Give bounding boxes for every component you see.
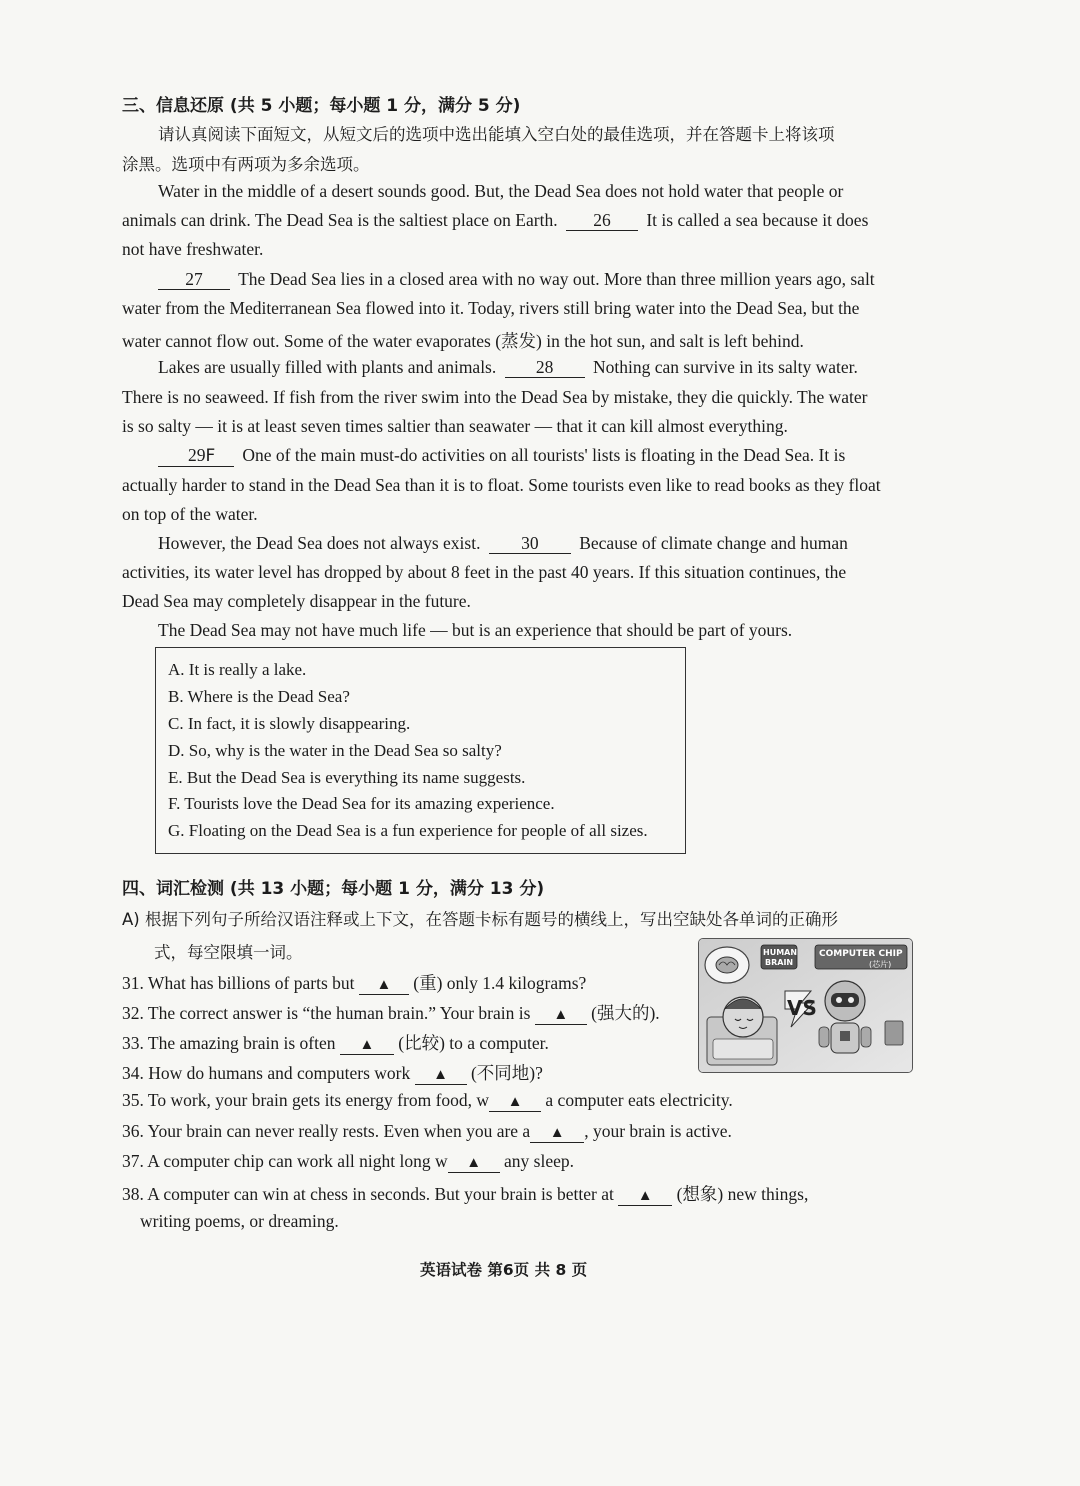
question-35: [122, 1090, 733, 1112]
q38-text-a: 38. A computer can win at chess in seconds. But your brain is better at: [122, 1184, 614, 1204]
option-b: B. Where is the Dead Sea?: [168, 687, 350, 706]
blank-27: 27: [158, 270, 230, 290]
handwritten-answer-29: F: [205, 446, 216, 466]
option-a: A. It is really a lake.: [168, 660, 307, 679]
q35-text-a: 35. To work, your brain gets its energy from food, w: [122, 1090, 490, 1110]
blank-30: 30: [489, 534, 571, 554]
question-38: [122, 1181, 808, 1206]
q36-text-a: 36. Your brain can never really rests. Even when you are a: [122, 1121, 531, 1141]
q35-blank: ▲: [489, 1094, 541, 1112]
p2-line3: water cannot flow out. Some of the water evaporates (蒸发) in the hot sun, and salt is left behind.: [122, 331, 804, 351]
section4-instruction-2: 式，每空限填一词。: [154, 943, 303, 962]
illustration-drawing: [699, 939, 912, 1072]
q38-text-b: (想象) new things,: [676, 1184, 809, 1204]
q32-text-b: (强大的).: [591, 1003, 660, 1023]
option-e: E. But the Dead Sea is everything its name suggests.: [168, 768, 526, 787]
p1-line2: [122, 210, 868, 231]
brain-icon: [705, 947, 749, 983]
q34-text-a: 34. How do humans and computers work: [122, 1063, 411, 1083]
question-38-continued: writing poems, or dreaming.: [140, 1211, 339, 1231]
p2-line2: water from the Mediterranean Sea flowed into it. Today, rivers still bring water into the Dead Sea, but the: [122, 298, 860, 318]
brain-vs-chip-illustration: [698, 938, 913, 1073]
p5-line1-text-a: However, the Dead Sea does not always exist.: [158, 533, 481, 553]
option-c: C. In fact, it is slowly disappearing.: [168, 714, 411, 733]
p5-line3: Dead Sea may completely disappear in the future.: [122, 591, 471, 611]
q35-text-b: a computer eats electricity.: [545, 1090, 733, 1110]
section3-title: 三、信息还原 (共 5 小题；每小题 1 分，满分 5 分): [122, 96, 521, 116]
q33-text-a: 33. The amazing brain is often: [122, 1033, 336, 1053]
chip-label: COMPUTER CHIP: [819, 949, 903, 959]
p3-line3: is so salty — it is at least seven times saltier than seawater — that it can kill almost everything.: [122, 416, 788, 436]
q37-text-b: any sleep.: [504, 1151, 574, 1171]
p4-line2: actually harder to stand in the Dead Sea than it is to float. Some tourists even like to read books as they float: [122, 475, 881, 495]
section3-instruction-1: 请认真阅读下面短文，从短文后的选项中选出能填入空白处的最佳选项，并在答题卡上将该项: [158, 125, 835, 144]
p5-line1-text-b: Because of climate change and human: [579, 533, 848, 553]
blank-28: 28: [505, 358, 585, 378]
p1-line1: Water in the middle of a desert sounds good. But, the Dead Sea does not hold water that people or: [158, 181, 844, 201]
q36-blank: ▲: [530, 1125, 584, 1143]
p1-line2-text-b: It is called a sea because it does: [646, 210, 869, 230]
q31-text-b: (重) only 1.4 kilograms?: [413, 973, 587, 993]
p3-line1-text-b: Nothing can survive in its salty water.: [593, 357, 858, 377]
human-label-1: HUMAN: [763, 948, 798, 957]
blank-29-number: 29: [188, 445, 206, 465]
section4-instruction-1: A) 根据下列句子所给汉语注释或上下文，在答题卡标有题号的横线上，写出空缺处各单词的正确形: [122, 910, 838, 929]
q34-blank: ▲: [415, 1067, 467, 1085]
blank-29: [158, 446, 234, 467]
p4-line1: [154, 445, 845, 467]
question-34: [122, 1060, 543, 1085]
q33-blank: ▲: [340, 1037, 394, 1055]
section3-instruction-2: 涂黑。选项中有两项为多余选项。: [122, 155, 370, 174]
q37-text-a: 37. A computer chip can work all night long w: [122, 1151, 448, 1171]
question-33: [122, 1030, 549, 1055]
section4-title: 四、词汇检测 (共 13 小题；每小题 1 分，满分 13 分): [122, 879, 545, 899]
p1-line2-text-a: animals can drink. The Dead Sea is the saltiest place on Earth.: [122, 210, 558, 230]
question-36: [122, 1121, 732, 1143]
option-f: F. Tourists love the Dead Sea for its amazing experience.: [168, 794, 555, 813]
q33-text-b: (比较) to a computer.: [398, 1033, 549, 1053]
q31-text-a: 31. What has billions of parts but: [122, 973, 355, 993]
q34-text-b: (不同地)?: [470, 1063, 543, 1083]
p3-line1: [158, 357, 858, 378]
question-32: [122, 1000, 660, 1025]
q32-blank: ▲: [535, 1007, 587, 1025]
p6-line1: The Dead Sea may not have much life — but is an experience that should be part of yours.: [158, 620, 793, 640]
q32-text-a: 32. The correct answer is “the human brain.” Your brain is: [122, 1003, 531, 1023]
q37-blank: ▲: [448, 1155, 500, 1173]
question-37: [122, 1151, 574, 1173]
p4-line1-text: One of the main must-do activities on all tourists' lists is floating in the Dead Sea. It is: [242, 445, 846, 465]
p3-line1-text-a: Lakes are usually filled with plants and animals.: [158, 357, 497, 377]
page-footer: 英语试卷 第6页 共 8 页: [420, 1261, 588, 1279]
options-box: [155, 647, 686, 854]
q31-blank: ▲: [359, 977, 409, 995]
question-31: [122, 970, 586, 995]
option-g: G. Floating on the Dead Sea is a fun experience for people of all sizes.: [168, 821, 648, 840]
p4-line3: on top of the water.: [122, 504, 258, 524]
human-label-2: BRAIN: [765, 958, 794, 967]
option-d: D. So, why is the water in the Dead Sea so salty?: [168, 741, 502, 760]
q36-text-b: , your brain is active.: [584, 1121, 732, 1141]
p5-line1: [158, 533, 848, 554]
vs-label: VS: [787, 996, 817, 1020]
p1-line3: not have freshwater.: [122, 239, 264, 259]
p3-line2: There is no seaweed. If fish from the river swim into the Dead Sea by mistake, they die quickly. The water: [122, 387, 868, 407]
chip-cn-label: (芯片): [869, 960, 892, 969]
p2-line1-text: The Dead Sea lies in a closed area with no way out. More than three million years ago, salt: [238, 269, 875, 289]
blank-26: 26: [566, 211, 638, 231]
p2-line1: [154, 269, 875, 290]
p5-line2: activities, its water level has dropped by about 8 feet in the past 40 years. If this situation continues, the: [122, 562, 847, 582]
q38-blank: ▲: [618, 1188, 672, 1206]
